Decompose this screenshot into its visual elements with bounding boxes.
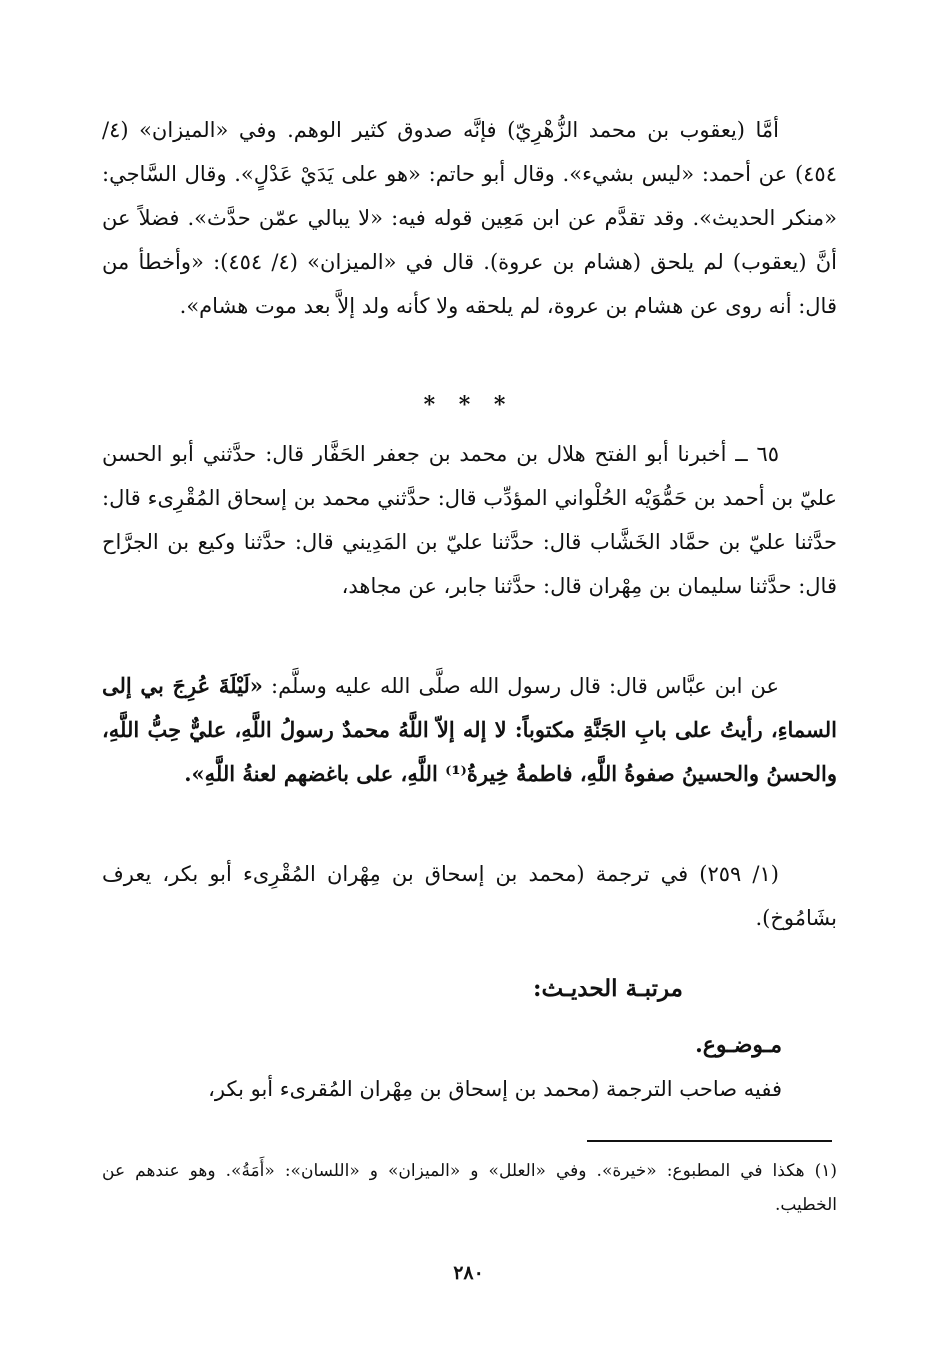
hadith-isnad-paragraph [102,432,837,608]
narrator-critique-paragraph [102,108,837,328]
hadith-matn-paragraph [102,664,837,796]
section-separator: * * * [423,392,514,418]
translation-reference-paragraph [102,852,837,940]
matn-text: «لَيْلَةَ عُرِجَ بي إلى السماءِ، رأيتُ على بابِ الجَنَّةِ مكتوباً: لا إله إلاّ اللَّهُ محمدٌ رسولُ اللَّهِ، عليٌّ حِبُّ اللَّهِ، والحسنُ والحسينُ صفوةُ اللَّهِ، فاطمةُ خِيرةُ⁽¹⁾ اللَّهِ، على باغضهم لعنةُ اللَّهِ». [102,673,837,786]
footnote: (١) هكذا في المطبوع: «خيرة». وفي «العلل» و «الميزان» و «اللسان»: «أَمَةُ». وهو عندهم عن الخطيب. [102,1161,837,1215]
page-number: ٢٨٠ [453,1262,484,1284]
footnote-divider [587,1140,832,1142]
continuation-line: ففيه صاحب الترجمة (محمد بن إسحاق بن مِهْران المُقرىء أبو بكر، [208,1077,782,1101]
paragraph-text: أمَّا (يعقوب بن محمد الزُّهْرِيّ) فإنَّه صدوق كثير الوهم. وفي «الميزان» (٤/ ٤٥٤) عن أحمد: «ليس بشيء». وقال أبو حاتم: «هو على يَدَيْ عَدْلٍ». وقال السَّاجي: «منكر الحديث». وقد تقدَّم عن ابن مَعِين قوله فيه: «لا يبالي عمّن حدَّث». فضلاً عن أنَّ (يعقوب) لم يلحق (هشام بن عروة). قال في «الميزان» (٤/ ٤٥٤): «وأخطأ من قال: أنه روى عن هشام بن عروة، لم يلحقه ولا كأنه ولد إلاَّ بعد موت هشام». [102,118,837,318]
isnad-text: ٦٥ ــ أخبرنا أبو الفتح هلال بن محمد بن جعفر الحَفَّار قال: حدَّثني أبو الحسن عليّ بن أحمد بن حَمُّوَيْه الحُلْواني المؤدِّب قال: حدَّثني محمد بن إسحاق المُقْرِىء قال: حدَّثنا عليّ بن حمَّاد الخَشَّاب قال: حدَّثنا عليّ بن المَدِيني قال: حدَّثنا وكيع بن الجرَّاح قال: حدَّثنا سليمان بن مِهْران قال: حدَّثنا جابر، عن مجاهد، [102,442,837,598]
translation-ref-text: (١/ ٢٥٩) في ترجمة (محمد بن إسحاق بن مِهْران المُقْرِىء أبو بكر، يعرف بشَامُوخ). [102,862,837,930]
matn-line [102,664,837,796]
section-title: مرتبـة الحديـث: [533,975,683,1002]
matn-intro: عن ابن عبَّاس قال: قال رسول الله صلَّى الله عليه وسلَّم: [262,674,780,698]
hadith-grade: مـوضـوع. [695,1032,782,1058]
